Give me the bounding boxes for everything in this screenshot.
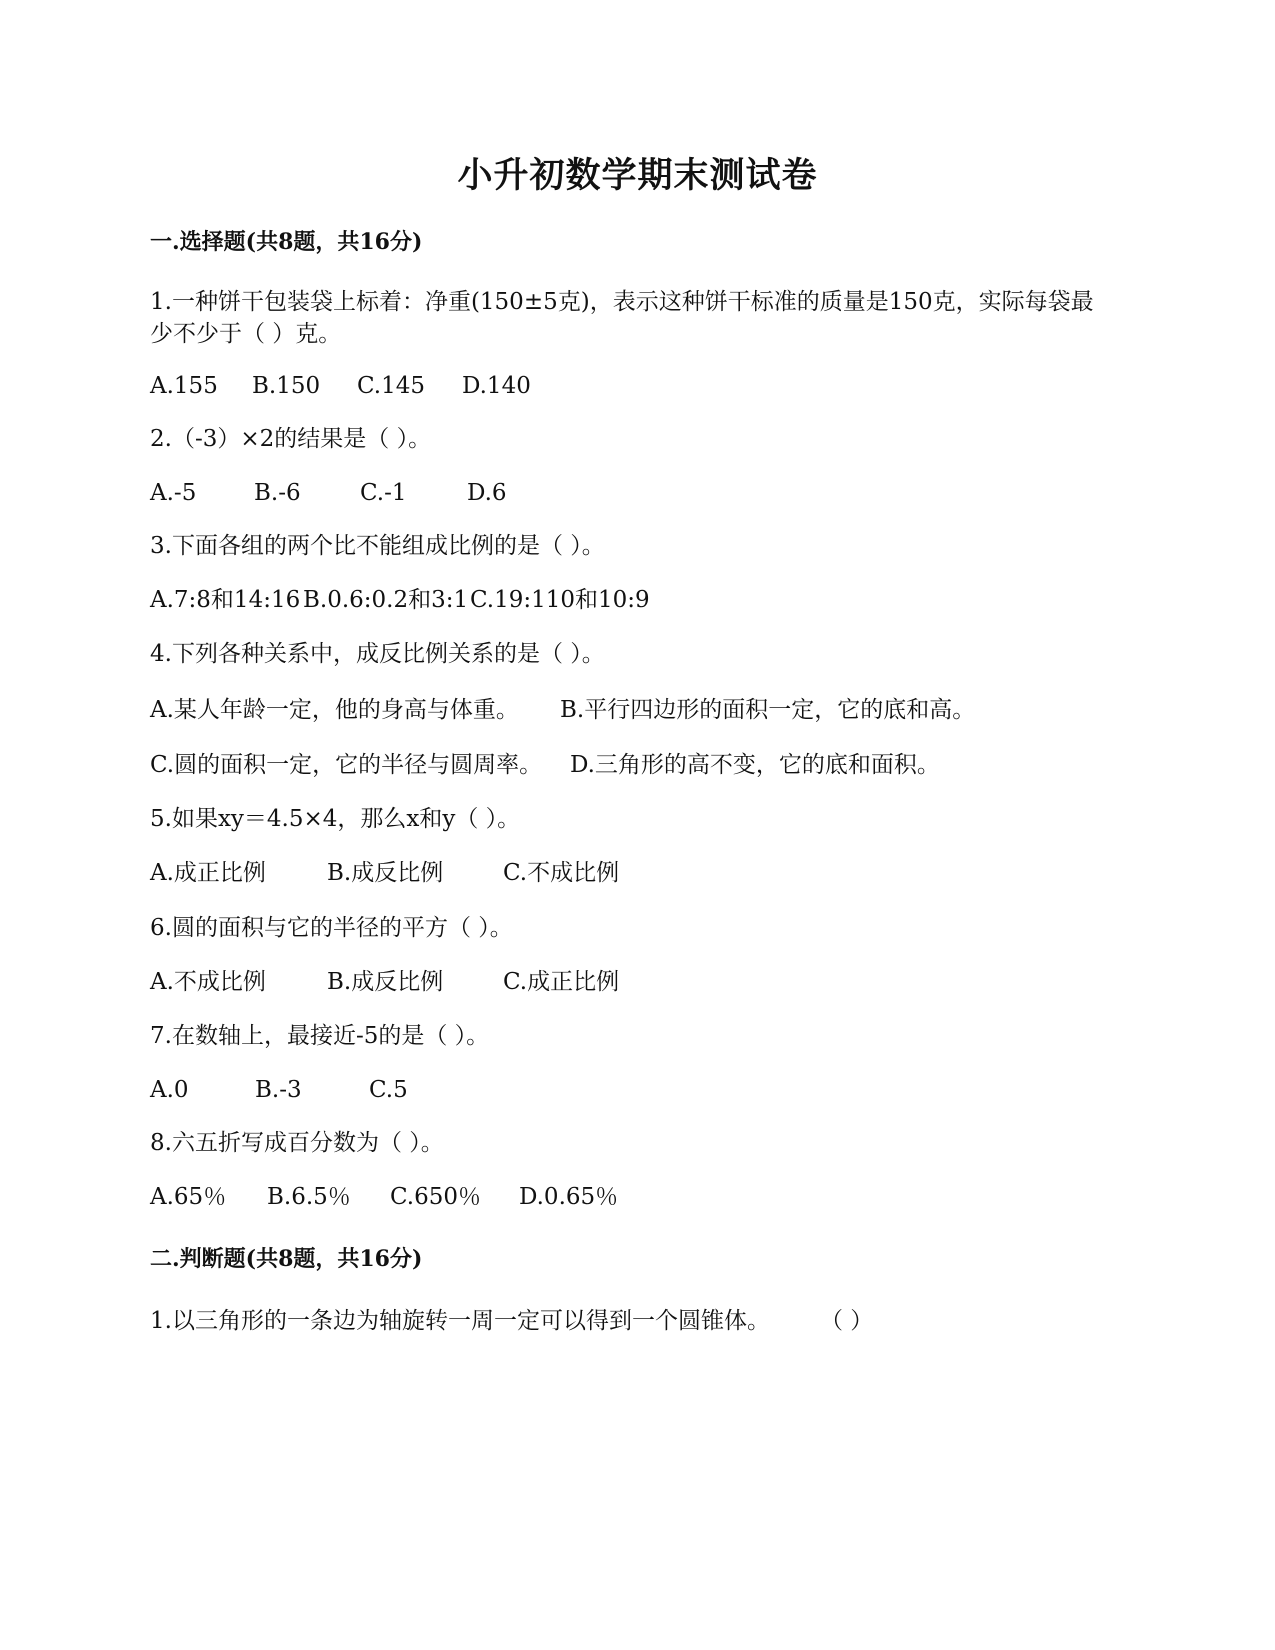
option: B.-3 (255, 1077, 302, 1103)
option: C.不成比例 (503, 860, 620, 886)
option: D.6 (467, 480, 507, 506)
option: B.成反比例 (327, 860, 444, 886)
option: D.三角形的高不变，它的底和面积。 (570, 752, 940, 778)
option: C.圆的面积一定，它的半径与圆周率。 (150, 752, 543, 778)
option: B.平行四边形的面积一定，它的底和高。 (560, 697, 976, 723)
page-title: 小升初数学期末测试卷 (457, 155, 818, 196)
option: A.某人年龄一定，他的身高与体重。 (150, 697, 519, 723)
option: A.-5 (150, 480, 197, 506)
option: A.65％ (150, 1184, 227, 1210)
option: B.-6 (254, 480, 301, 506)
section-heading-choice: 一.选择题(共8题，共16分) (150, 229, 423, 255)
option: B.成反比例 (327, 969, 444, 995)
question-text: 8.六五折写成百分数为（ ）。 (150, 1130, 444, 1156)
option: B.6.5％ (267, 1184, 351, 1210)
question-text: 7.在数轴上，最接近-5的是（ ）。 (150, 1023, 490, 1049)
question-text: 2.（-3）×2的结果是（ ）。 (150, 426, 432, 452)
option: B.150 (252, 373, 321, 399)
option: C.成正比例 (503, 969, 620, 995)
option: A.0 (150, 1077, 189, 1103)
option: C.5 (369, 1077, 408, 1103)
question-text: 4.下列各种关系中，成反比例关系的是（ ）。 (150, 641, 605, 667)
question-text: 1.以三角形的一条边为轴旋转一周一定可以得到一个圆锥体。 (150, 1308, 770, 1334)
option: A.成正比例 (150, 860, 266, 886)
option: D.140 (462, 373, 531, 399)
question-text: 5.如果xy＝4.5×4，那么x和y（ ）。 (150, 806, 521, 832)
question-text: 1.一种饼干包装袋上标着：净重(150±5克)，表示这种饼干标准的质量是150克，实际每袋最少不少于（ ）克。 (150, 289, 1094, 347)
question-text: 3.下面各组的两个比不能组成比例的是（ ）。 (150, 533, 605, 559)
section-heading-judgment: 二.判断题(共8题，共16分) (150, 1246, 423, 1272)
option: C.145 (357, 373, 425, 399)
question-text: 6.圆的面积与它的半径的平方（ ）。 (150, 915, 513, 941)
option: C.19:110和10:9 (470, 587, 650, 613)
answer-blank: （ ） (820, 1308, 874, 1334)
option: B.0.6:0.2和3:1 (303, 587, 469, 613)
option: A.155 (150, 373, 218, 399)
option: C.-1 (360, 480, 407, 506)
option: A.7:8和14:16 (150, 587, 301, 613)
option: C.650％ (390, 1184, 481, 1210)
option: A.不成比例 (150, 969, 266, 995)
option: D.0.65％ (519, 1184, 619, 1210)
